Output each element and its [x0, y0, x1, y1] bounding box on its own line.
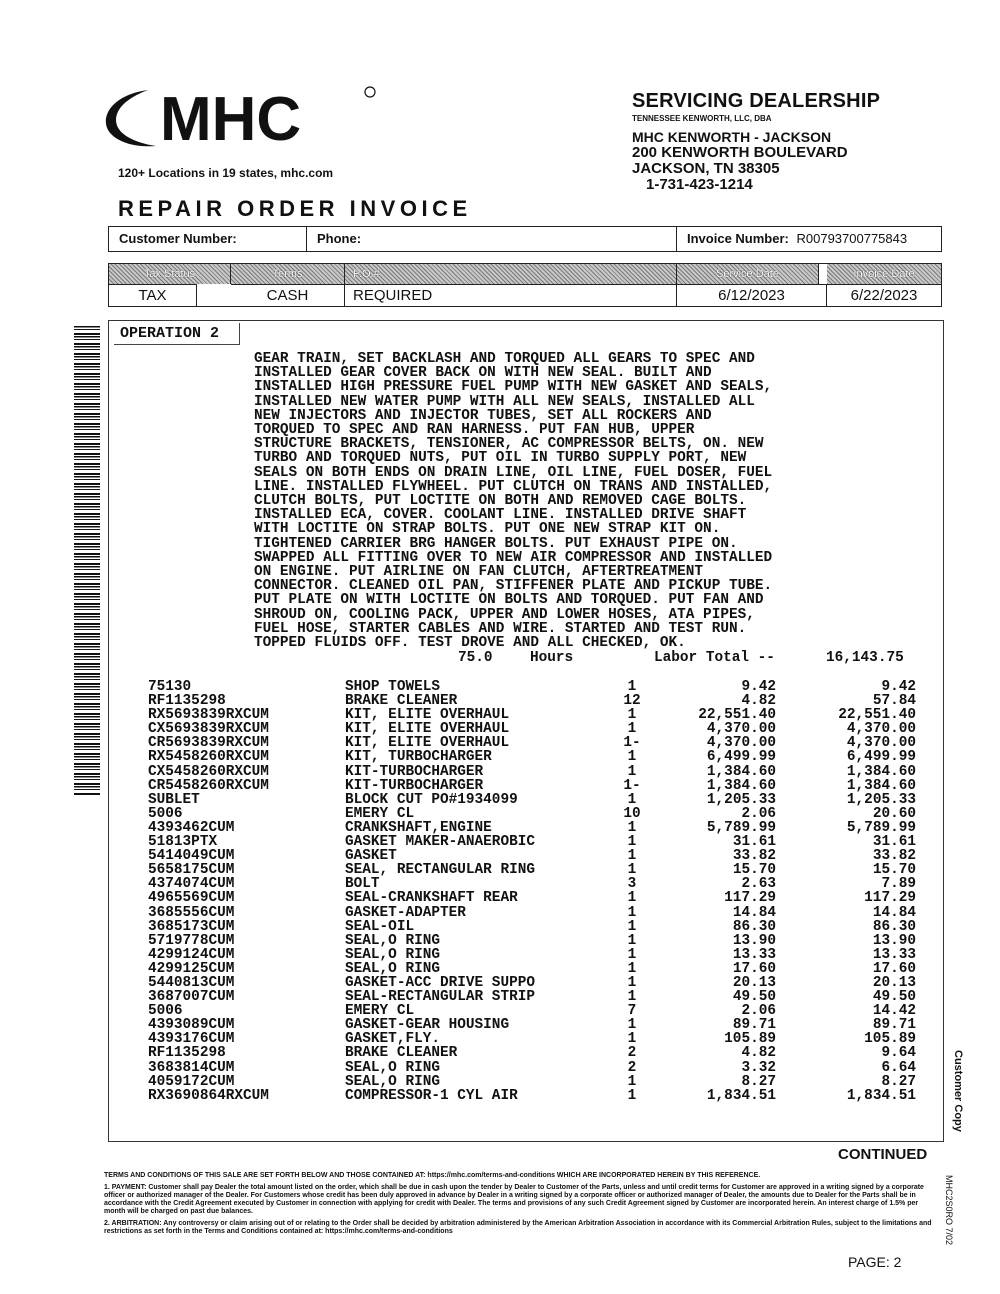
part-number: 5006 [148, 1003, 183, 1020]
table-row [148, 877, 928, 891]
table-row [148, 765, 928, 779]
part-extended-price: 22,551.40 [838, 707, 916, 724]
table-row [148, 821, 928, 835]
part-number: 3687007CUM [148, 989, 235, 1006]
dealer-address-1: 200 KENWORTH BOULEVARD [632, 144, 848, 161]
part-unit-price: 4.82 [741, 1045, 776, 1062]
dealer-heading: SERVICING DEALERSHIP [632, 90, 881, 112]
part-quantity: 1 [627, 1087, 637, 1104]
part-extended-price: 20.60 [872, 805, 916, 822]
part-description: SEAL,O RING [345, 932, 440, 949]
part-extended-price: 8.27 [881, 1073, 916, 1090]
invoice-number: R00793700775843 [796, 231, 908, 246]
operation-label: OPERATION 2 [114, 323, 240, 345]
logo-text: MHC [160, 85, 302, 154]
part-extended-price: 4,370.00 [846, 735, 916, 752]
table-row [148, 1089, 928, 1103]
part-description: SEAL,O RING [345, 1073, 440, 1090]
part-number: 75130 [148, 679, 192, 695]
mhc-logo-swoosh [100, 82, 390, 154]
part-quantity: 2 [627, 1045, 637, 1062]
part-number: 4374074CUM [148, 876, 235, 893]
part-quantity: 1 [627, 989, 637, 1006]
part-unit-price: 17.60 [732, 960, 776, 977]
document-title: REPAIR ORDER INVOICE [118, 196, 472, 221]
part-extended-price: 14.42 [872, 1003, 916, 1020]
part-description: SEAL,O RING [345, 960, 440, 977]
part-number: CR5693839RXCUM [148, 735, 269, 752]
table-row [148, 722, 928, 736]
part-extended-price: 6,499.99 [846, 749, 916, 766]
table-row [148, 1075, 928, 1089]
part-number: CR5458260RXCUM [148, 777, 269, 794]
part-description: BOLT [345, 876, 380, 893]
part-extended-price: 86.30 [872, 918, 916, 935]
part-quantity: 2 [627, 1059, 637, 1076]
part-extended-price: 6.64 [881, 1059, 916, 1076]
table-row [148, 976, 928, 990]
part-number: SUBLET [148, 791, 200, 808]
part-quantity: 3 [627, 876, 637, 893]
terms-intro: TERMS AND CONDITIONS OF THIS SALE ARE SET FORTH BELOW AND THOSE CONTAINED AT: https://mhc.com/terms-and-conditions WHICH ARE INCORPORATED HEREIN BY THIS REFERENCE. [104, 1172, 761, 1179]
part-number: 5719778CUM [148, 932, 235, 949]
table-row [148, 990, 928, 1004]
part-number: 4393462CUM [148, 819, 235, 836]
part-unit-price: 86.30 [732, 918, 776, 935]
part-number: 3685173CUM [148, 918, 235, 935]
part-description: SEAL, RECTANGULAR RING [345, 862, 535, 879]
part-quantity: 1 [627, 862, 637, 879]
part-extended-price: 1,205.33 [846, 791, 916, 808]
table-row [148, 807, 928, 821]
po-header: P.O.# [345, 264, 677, 284]
dealer-phone: 1-731-423-1214 [646, 176, 753, 193]
part-number: CX5693839RXCUM [148, 721, 269, 738]
table-row [148, 891, 928, 905]
part-quantity: 1 [627, 848, 637, 865]
terms-header: Terms [231, 264, 345, 284]
part-description: EMERY CL [345, 1003, 415, 1020]
part-quantity: 1 [627, 707, 637, 724]
part-quantity: 1 [627, 946, 637, 963]
parts-list [148, 680, 928, 1103]
part-unit-price: 6,499.99 [706, 749, 776, 766]
part-quantity: 1 [627, 749, 637, 766]
invoice-number-label: Invoice Number: [687, 231, 789, 246]
part-extended-price: 20.13 [872, 974, 916, 991]
dealer-block [632, 90, 880, 193]
part-description: GASKET-GEAR HOUSING [345, 1017, 510, 1034]
table-row [148, 1046, 928, 1060]
part-unit-price: 4,370.00 [706, 721, 776, 738]
part-extended-price: 1,384.60 [846, 777, 916, 794]
part-extended-price: 7.89 [881, 876, 916, 893]
part-extended-price: 89.71 [872, 1017, 916, 1034]
part-quantity: 1 [627, 1017, 637, 1034]
part-number: 5414049CUM [148, 848, 235, 865]
part-unit-price: 20.13 [732, 974, 776, 991]
table-row [148, 1032, 928, 1046]
part-number: 4059172CUM [148, 1073, 235, 1090]
part-unit-price: 15.70 [732, 862, 776, 879]
operation-description: GEAR TRAIN, SET BACKLASH AND TORQUED ALL GEARS TO SPEC AND INSTALLED GEAR COVER BACK ON WITH NEW SEAL. BUILT AND INSTALLED HIGH PRESSURE FUEL PUMP WITH NEW GASKET AND SEALS, INSTALLED NEW WATER PUMP WITH ALL NEW SEALS, INSTALLED ALL NEW INJECTORS AND INJECTOR TUBES, SET ALL ROCKERS AND TORQUED TO SPEC AND RAN HARNESS. PUT FAN HUB, UPPER STRUCTURE BRACKETS, TENSIONER, AC COMPRESSOR BELTS, ON. NEW TURBO AND TORQUED NUTS, PUT OIL IN TURBO SUPPLY PORT, NEW SEALS ON BOTH ENDS ON DRAIN LINE, OIL LINE, FUEL DOSER, FUEL LINE. INSTALLED FLYWHEEL. PUT CLUTCH ON TRANS AND INSTALLED, CLUTCH BOLTS, PUT LOCTITE ON BOTH AND REMOVED CAGE BOLTS. INSTALLED ECA, COVER. COOLANT LINE. INSTALLED DRIVE SHAFT WITH LOCTITE ON STRAP BOLTS. PUT ONE NEW STRAP KIT ON. TIGHTENED CARRIER BRG HANGER BOLTS. PUT EXHAUST PIPE ON. SWAPPED ALL FITTING OVER TO NEW AIR COMPRESSOR AND INSTALLED ON ENGINE. PUT AIRLINE ON FAN CLUTCH, AFTERTREATMENT CONNECTOR. CLEANED OIL PAN, STIFFENER PLATE AND PICKUP TUBE. PUT PLATE ON WITH LOCTITE ON BOLTS AND TORQUED. PUT FAN AND SHROUD ON, COOLING PACK, UPPER AND LOWER HOSES, ATA PIPES, FUEL HOSE, STARTER CABLES AND WIRE. STARTED AND TEST RUN. TOPPED FLUIDS OFF. TEST DROVE AND ALL CHECKED, OK. [254, 351, 773, 652]
part-extended-price: 17.60 [872, 960, 916, 977]
part-unit-price: 13.90 [732, 932, 776, 949]
dealer-name: MHC KENWORTH - JACKSON [632, 129, 832, 145]
tax-status-header: Tax Status [109, 264, 231, 284]
status-row [108, 263, 942, 307]
mhc-logo [100, 82, 390, 154]
part-number: 5006 [148, 805, 183, 822]
part-quantity: 1- [623, 777, 641, 794]
part-number: 3683814CUM [148, 1059, 235, 1076]
part-quantity: 10 [623, 805, 641, 822]
part-quantity: 1 [627, 819, 637, 836]
part-unit-price: 5,789.99 [706, 819, 776, 836]
invoice-number-cell [677, 227, 941, 251]
customer-info-row [108, 226, 942, 252]
part-quantity: 1 [627, 974, 637, 991]
part-quantity: 1 [627, 918, 637, 935]
phone-label: Phone: [307, 227, 677, 251]
part-number: 4299125CUM [148, 960, 235, 977]
part-number: 4393176CUM [148, 1031, 235, 1048]
invoice-date-value: 6/22/2023 [827, 284, 941, 306]
part-description: KIT, ELITE OVERHAUL [345, 721, 510, 738]
terms-payment: 1. PAYMENT: Customer shall pay Dealer the total amount listed on the order, which shall be due in cash upon the tender by Dealer to Customer of the Parts, unless and until credit terms for Customer are approved in a writing signed by a corporate officer or authorized manager of the Dealer. For Customers whose credit has been duly approved in advance by Dealer in a writing signed by a corporate officer or authorized manager of Dealer, the amounts due to Dealer for the Parts shall be in accordance with the Credit Agreement executed by Customer in connection with applying for credit with Dealer. The terms and provisions of any such Credit Agreement signed by Customer are incorporated herein. An interest charge of 1.5% per month will be charged on past due balances. [104, 1184, 924, 1215]
service-date-header: Service Date [677, 264, 819, 284]
part-extended-price: 117.29 [864, 890, 916, 907]
part-unit-price: 14.84 [732, 904, 776, 921]
part-number: RF1135298 [148, 1045, 226, 1062]
part-description: BRAKE CLEANER [345, 1045, 458, 1062]
part-number: 4965569CUM [148, 890, 235, 907]
table-row [148, 793, 928, 807]
part-extended-price: 4,370.00 [846, 721, 916, 738]
dealer-legal-name: TENNESSEE KENWORTH, LLC, DBA [632, 114, 772, 123]
part-description: KIT-TURBOCHARGER [345, 763, 484, 780]
part-quantity: 1 [627, 904, 637, 921]
part-unit-price: 1,205.33 [706, 791, 776, 808]
tax-status-value: TAX [109, 284, 197, 306]
part-unit-price: 9.42 [741, 679, 776, 695]
part-number: RX3690864RXCUM [148, 1087, 269, 1104]
part-unit-price: 31.61 [732, 834, 776, 851]
part-number: 51813PTX [148, 834, 218, 851]
customer-copy-label: Customer Copy [952, 1050, 964, 1132]
table-row [148, 835, 928, 849]
table-row [148, 1018, 928, 1032]
part-description: GASKET,FLY. [345, 1031, 440, 1048]
part-unit-price: 105.89 [724, 1031, 776, 1048]
part-description: GASKET [345, 848, 397, 865]
terms-value: CASH [231, 284, 345, 306]
part-description: KIT-TURBOCHARGER [345, 777, 484, 794]
part-description: SEAL,O RING [345, 946, 440, 963]
part-description: KIT, ELITE OVERHAUL [345, 735, 510, 752]
part-quantity: 1 [627, 1031, 637, 1048]
table-row [148, 906, 928, 920]
part-description: CRANKSHAFT,ENGINE [345, 819, 492, 836]
form-code: MHC2S0RO 7/02 [944, 1175, 954, 1246]
po-value: REQUIRED [345, 284, 677, 306]
part-extended-price: 105.89 [864, 1031, 916, 1048]
invoice-date-header: Invoice Date [827, 264, 941, 284]
part-unit-price: 2.06 [741, 805, 776, 822]
barcode [74, 326, 100, 796]
part-unit-price: 4,370.00 [706, 735, 776, 752]
table-row [148, 750, 928, 764]
part-extended-price: 13.90 [872, 932, 916, 949]
part-unit-price: 33.82 [732, 848, 776, 865]
part-unit-price: 2.63 [741, 876, 776, 893]
terms-and-conditions [104, 1172, 934, 1240]
terms-arbitration: 2. ARBITRATION: Any controversy or claim arising out of or relating to the Order shall be decided by arbitration administered by the American Arbitration Association in accordance with its Commercial Arbitration Rules, subject to the limitations and restrictions as set forth in the Terms and Conditions contained at: https://mhc.com/terms-and-conditions [104, 1220, 932, 1235]
part-extended-price: 49.50 [872, 989, 916, 1006]
part-description: GASKET-ACC DRIVE SUPPO [345, 974, 535, 991]
part-unit-price: 3.32 [741, 1059, 776, 1076]
page-number: PAGE: 2 [848, 1254, 902, 1270]
table-row [148, 849, 928, 863]
part-number: RF1135298 [148, 693, 226, 710]
part-extended-price: 14.84 [872, 904, 916, 921]
part-extended-price: 9.64 [881, 1045, 916, 1062]
part-unit-price: 117.29 [724, 890, 776, 907]
table-row [148, 736, 928, 750]
part-unit-price: 1,384.60 [706, 763, 776, 780]
continued-label: CONTINUED [838, 1146, 928, 1163]
part-extended-price: 9.42 [881, 679, 916, 695]
part-description: SHOP TOWELS [345, 679, 440, 695]
table-row [148, 962, 928, 976]
part-unit-price: 8.27 [741, 1073, 776, 1090]
part-number: 4393089CUM [148, 1017, 235, 1034]
part-number: 5440813CUM [148, 974, 235, 991]
part-unit-price: 89.71 [732, 1017, 776, 1034]
dealer-address-2: JACKSON, TN 38305 [632, 160, 780, 177]
part-quantity: 1 [627, 834, 637, 851]
part-quantity: 12 [623, 693, 641, 710]
part-unit-price: 2.06 [741, 1003, 776, 1020]
table-row [148, 680, 928, 694]
part-unit-price: 4.82 [741, 693, 776, 710]
part-extended-price: 1,834.51 [846, 1087, 916, 1104]
service-date-value: 6/12/2023 [677, 284, 827, 306]
labor-total-label: Labor Total -- [654, 650, 775, 666]
part-unit-price: 49.50 [732, 989, 776, 1006]
table-row [148, 920, 928, 934]
part-extended-price: 57.84 [872, 693, 916, 710]
part-description: GASKET-ADAPTER [345, 904, 466, 921]
part-extended-price: 1,384.60 [846, 763, 916, 780]
part-description: BLOCK CUT PO#1934099 [345, 791, 518, 808]
part-description: SEAL,O RING [345, 1059, 440, 1076]
part-description: KIT, TURBOCHARGER [345, 749, 492, 766]
part-extended-price: 31.61 [872, 834, 916, 851]
table-row [148, 708, 928, 722]
part-number: 3685556CUM [148, 904, 235, 921]
table-row [148, 948, 928, 962]
part-quantity: 1 [627, 791, 637, 808]
tagline: 120+ Locations in 19 states, mhc.com [118, 166, 334, 180]
table-row [148, 863, 928, 877]
part-description: GASKET MAKER-ANAEROBIC [345, 834, 535, 851]
part-quantity: 1 [627, 1073, 637, 1090]
part-unit-price: 1,834.51 [706, 1087, 776, 1104]
part-unit-price: 13.33 [732, 946, 776, 963]
part-quantity: 1 [627, 721, 637, 738]
part-quantity: 7 [627, 1003, 637, 1020]
part-unit-price: 1,384.60 [706, 777, 776, 794]
part-description: SEAL-CRANKSHAFT REAR [345, 890, 518, 907]
part-unit-price: 22,551.40 [698, 707, 776, 724]
labor-total-value: 16,143.75 [826, 650, 904, 666]
part-extended-price: 13.33 [872, 946, 916, 963]
part-number: 5658175CUM [148, 862, 235, 879]
part-description: SEAL-OIL [345, 918, 415, 935]
part-description: KIT, ELITE OVERHAUL [345, 707, 510, 724]
part-description: COMPRESSOR-1 CYL AIR [345, 1087, 518, 1104]
part-number: CX5458260RXCUM [148, 763, 269, 780]
table-row [148, 779, 928, 793]
table-row [148, 1061, 928, 1075]
customer-number-label: Customer Number: [109, 227, 307, 251]
part-number: RX5458260RXCUM [148, 749, 269, 766]
part-description: SEAL-RECTANGULAR STRIP [345, 989, 535, 1006]
part-quantity: 1 [627, 763, 637, 780]
part-extended-price: 33.82 [872, 848, 916, 865]
part-number: 4299124CUM [148, 946, 235, 963]
table-row [148, 934, 928, 948]
table-row [148, 1004, 928, 1018]
table-row [148, 694, 928, 708]
part-quantity: 1 [627, 932, 637, 949]
part-extended-price: 15.70 [872, 862, 916, 879]
part-quantity: 1 [627, 890, 637, 907]
part-quantity: 1- [623, 735, 641, 752]
part-number: RX5693839RXCUM [148, 707, 269, 724]
part-extended-price: 5,789.99 [846, 819, 916, 836]
part-description: EMERY CL [345, 805, 415, 822]
labor-hours-label: Hours [530, 650, 574, 666]
part-quantity: 1 [627, 960, 637, 977]
part-quantity: 1 [627, 679, 637, 695]
labor-hours: 75.0 [458, 650, 493, 666]
part-description: BRAKE CLEANER [345, 693, 458, 710]
